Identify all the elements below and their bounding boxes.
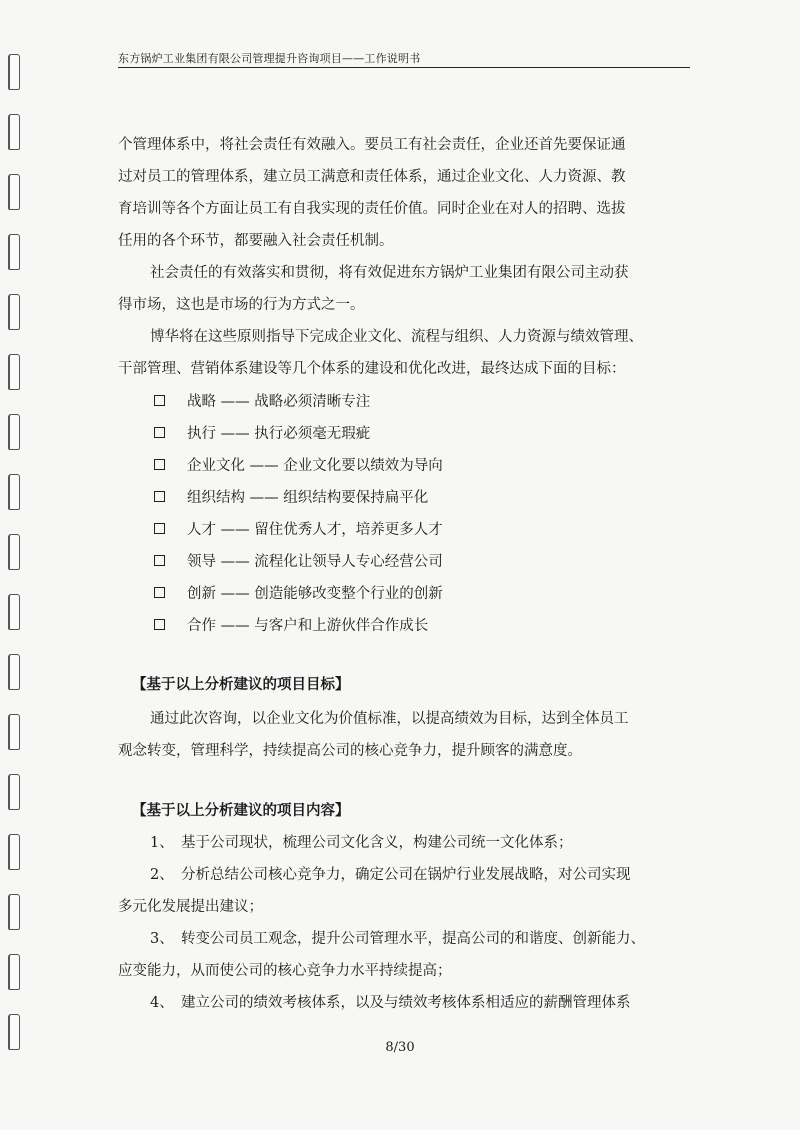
paragraph-line: 观念转变，管理科学，持续提高公司的核心竞争力，提升顾客的满意度。 (118, 743, 582, 759)
binding-hole (8, 234, 20, 270)
checkbox-icon (154, 459, 165, 470)
goal-item (154, 424, 370, 444)
paragraph-line: 博华将在这些原则指导下完成企业文化、流程与组织、人力资源与绩效管理、 (150, 329, 643, 345)
binding-hole (8, 174, 20, 210)
binding-hole (8, 714, 20, 750)
paragraph-line: 个管理体系中，将社会责任有效融入。要员工有社会责任，企业还首先要保证通 (118, 137, 626, 153)
page-header: 东方锅炉工业集团有限公司管理提升咨询项目——工作说明书 (118, 52, 421, 65)
goal-item (154, 456, 443, 476)
goal-item (154, 552, 443, 572)
binding-hole (8, 114, 20, 150)
checkbox-icon (154, 619, 165, 630)
binding-hole (8, 294, 20, 330)
goal-text: 企业文化 —— 企业文化要以绩效为导向 (187, 458, 443, 474)
binding-hole (8, 834, 20, 870)
paragraph-line: 得市场，这也是市场的行为方式之一。 (118, 297, 365, 313)
binding-hole (8, 774, 20, 810)
goal-item (154, 392, 370, 412)
numbered-item: 1、 基于公司现状，梳理公司文化含义，构建公司统一文化体系； (150, 835, 573, 851)
numbered-item-continuation: 多元化发展提出建议； (118, 899, 263, 915)
paragraph-line: 育培训等各个方面让员工有自我实现的责任价值。同时企业在对人的招聘、选拔 (118, 201, 626, 217)
binding-hole (8, 474, 20, 510)
goal-text: 组织结构 —— 组织结构要保持扁平化 (187, 490, 429, 506)
numbered-item-continuation: 应变能力，从而使公司的核心竞争力水平持续提高； (118, 963, 452, 979)
section-heading: 【基于以上分析建议的项目内容】 (132, 802, 350, 819)
binding-hole (8, 594, 20, 630)
binding-hole (8, 954, 20, 990)
numbered-item: 4、 建立公司的绩效考核体系，以及与绩效考核体系相适应的薪酬管理体系 (150, 995, 631, 1011)
paragraph-line: 通过此次咨询，以企业文化为价值标准，以提高绩效为目标，达到全体员工 (150, 711, 629, 727)
checkbox-icon (154, 523, 165, 534)
binding-hole (8, 54, 20, 90)
goal-text: 合作 —— 与客户和上游伙伴合作成长 (187, 618, 429, 634)
goal-text: 领导 —— 流程化让领导人专心经营公司 (187, 554, 443, 570)
checkbox-icon (154, 555, 165, 566)
checkbox-icon (154, 395, 165, 406)
section-heading: 【基于以上分析建议的项目目标】 (132, 676, 350, 693)
binding-hole (8, 414, 20, 450)
numbered-item: 3、 转变公司员工观念，提升公司管理水平，提高公司的和谐度、创新能力、 (150, 931, 645, 947)
goal-text: 人才 —— 留住优秀人才，培养更多人才 (187, 522, 443, 538)
checkbox-icon (154, 491, 165, 502)
goal-text: 战略 —— 战略必须清晰专注 (187, 394, 371, 410)
goal-text: 创新 —— 创造能够改变整个行业的创新 (187, 586, 443, 602)
page-number: 8/30 (385, 1040, 415, 1055)
binding-hole (8, 354, 20, 390)
goal-item (154, 584, 443, 604)
paragraph-line: 过对员工的管理体系，建立员工满意和责任体系，通过企业文化、人力资源、教 (118, 169, 626, 185)
goal-text: 执行 —— 执行必须毫无瑕疵 (187, 426, 371, 442)
numbered-item: 2、 分析总结公司核心竞争力，确定公司在锅炉行业发展战略，对公司实现 (150, 867, 631, 883)
goal-item (154, 488, 428, 508)
goal-item (154, 616, 428, 636)
header-rule (118, 67, 690, 68)
binding-hole (8, 894, 20, 930)
binding-holes (8, 40, 28, 1100)
paragraph-line: 社会责任的有效落实和贯彻，将有效促进东方锅炉工业集团有限公司主动获 (150, 265, 629, 281)
binding-hole (8, 654, 20, 690)
checkbox-icon (154, 587, 165, 598)
binding-hole (8, 534, 20, 570)
paragraph-line: 任用的各个环节，都要融入社会责任机制。 (118, 233, 394, 249)
paragraph-line: 干部管理、营销体系建设等几个体系的建设和优化改进，最终达成下面的目标： (118, 361, 626, 377)
checkbox-icon (154, 427, 165, 438)
goal-item (154, 520, 443, 540)
